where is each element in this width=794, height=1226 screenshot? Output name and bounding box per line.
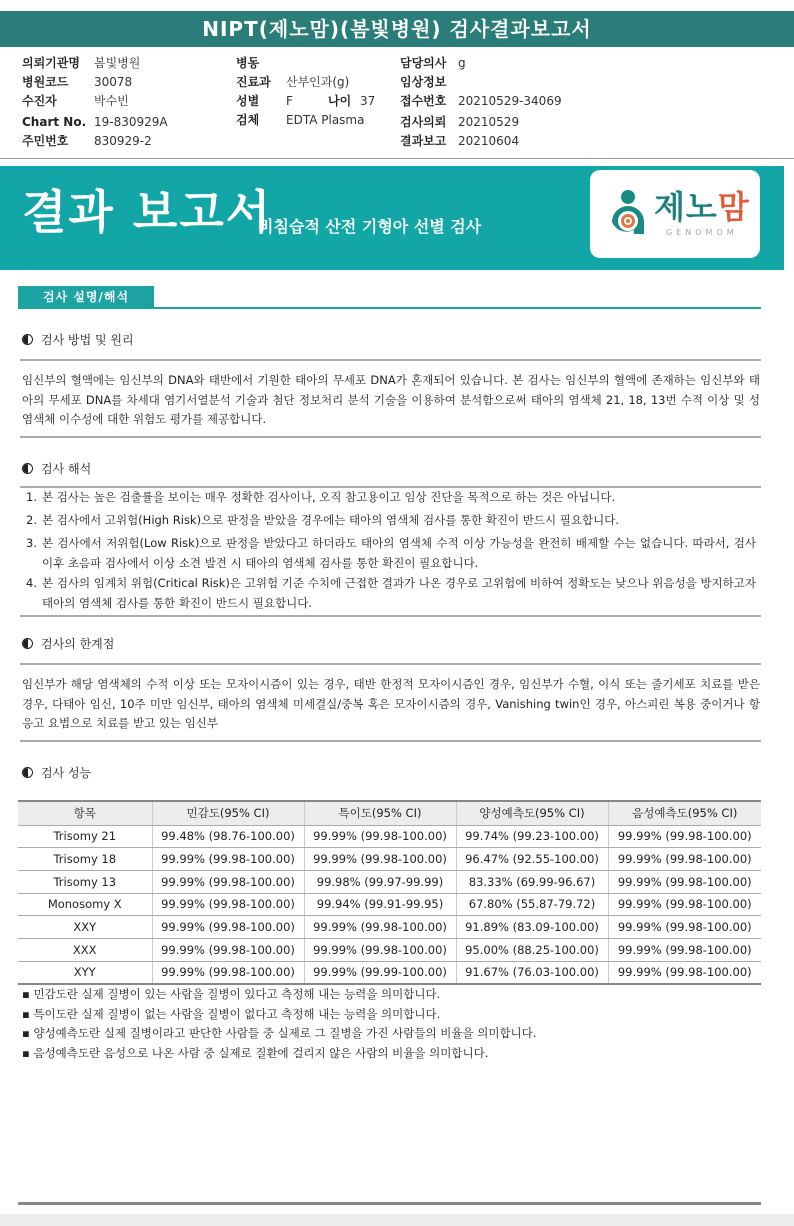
divider xyxy=(20,436,761,438)
genomom-logo-icon xyxy=(604,188,650,240)
info-hospital-name: 의뢰기관명 봄빛병원 xyxy=(22,56,141,70)
table-row: Trisomy 21 99.48% (98.76-100.00) 99.99% (99.98-100.00) 99.74% (99.23-100.00) 99.99% (99.98-100.00) xyxy=(18,825,761,848)
info-doctor: 담당의사 g xyxy=(400,56,466,70)
note-sensitivity: ▪ 민감도란 실제 질병이 있는 사람을 질병이 있다고 측정해 내는 능력을 의미합니다. xyxy=(22,987,441,1001)
note-specificity: ▪ 특이도란 실제 질병이 없는 사람을 질병이 없다고 측정해 내는 능력을 의미합니다. xyxy=(22,1006,441,1021)
table-row: Monosomy X 99.99% (99.98-100.00) 99.94% (99.91-99.95) 67.80% (55.87-79.72) 99.99% (99.98-100.00) xyxy=(18,893,761,916)
divider xyxy=(20,663,761,665)
table-header-row xyxy=(18,801,761,825)
limits-text: 임신부가 해당 염색체의 수적 이상 또는 모자이시즘이 있는 경우, 태반 한정적 모자이시즘인 경우, 임신부가 수혈, 이식 또는 줄기세포 치료를 받은 경우, 다태아 임신, 10주 미만 임신부, 태아의 염색체 미세결실/중복 혹은 모자이시즘의 경우, Vanishing twin인 경우, 아스피린 복용 중이거나 항 응고 요법으로 치료를 받고 있는 임신부 xyxy=(22,677,760,730)
info-department: 진료과 산부인과(g) xyxy=(236,75,350,89)
performance-heading: 검사 성능 xyxy=(22,764,91,781)
divider xyxy=(20,359,761,361)
banner-subtitle: 비침습적 산전 기형아 선별 검사 xyxy=(258,217,482,236)
page-bottom xyxy=(0,1214,794,1226)
column-header: 항목 xyxy=(18,801,152,825)
info-chart-no: Chart No. 19-830929A xyxy=(22,115,168,129)
column-header: 특이도(95% CI) xyxy=(304,801,456,825)
info-resident-no: 주민번호 830929-2 xyxy=(22,134,152,148)
interpretation-heading: 검사 해석 xyxy=(22,460,91,477)
column-header: 양성예측도(95% CI) xyxy=(456,801,608,825)
half-circle-icon xyxy=(22,767,33,778)
table-row: XYY 99.99% (99.98-100.00) 99.99% (99.99-100.00) 91.67% (76.03-100.00) 99.99% (99.98-100.00) xyxy=(18,961,761,984)
report-page: NIPT(제노맘)(봄빛병원) 검사결과보고서 의뢰기관명 봄빛병원 병원코드 30078 수진자 박수빈 Chart No. 19-830929A 주민번호 830929-2 병동 진료과 산부인과(g) 성별 F 나이 37 검체 EDTA Plasma 담당의사 g 임상정보 접수번호 20210529-34069 검사의뢰 20210529 결과보고 20210604 결과 보고서 비침습적 산전 기형아 선별 검사 제노맘 GENOMOM 검사 설명/해석 검사 방법 및 원리 임신부의 혈액에는 임신부의 DNA와 태반에서 기원한 태아의 무세포 DNA가 혼재되어 있습니다. 본 검사는 임신부의 혈액에 존재하는 임신부와 태아의 무세포 DNA를 차세대 염기서열분석 기술과 첨단 정보처리 분석 기술을 이용하여 분석함으로써 태아의 염색체 21, 18, 13번 수적 이상 및 성염색체 이수성에 대한 위험도 평가를 제공합니다. 검사 해석 1. 본 검사는 높은 검출률을 보이는 매우 정확한 검사이나, 오직 참고용이고 임상 진단을 목적으로 하는 것은 아닙니다. 2. 본 검사에서 고위험(High Risk)으로 판정을 받았을 경우에는 태아의 염색체 검사를 통한 확진이 반드시 필요합니다. 3. 본 검사에서 저위험(Low Risk)으로 판정을 받았다고 하더라도 태아의 염색체 수적 이상 가능성을 완전히 배제할 수는 없습니다. 따라서, 검사 이후 초음파 검사에서 이상 소견 발견 시 태아의 염색체 검사를 통한 확진이 필요합니다. 4. 본 검사의 임계치 위험(Critical Risk)은 고위험 기준 수치에 근접한 결과가 나온 경우로 고위험에 비하여 정확도는 낮으나 위음성을 방지하고자 태아의 염색체 검사를 통한 확진이 반드시 필요합니다. 검사의 한계점 임신부가 해당 염색체의 수적 이상 또는 모자이시즘이 있는 경우, 태반 한정적 모자이시즘인 경우, 임신부가 수혈, 이식 또는 줄기세포 치료를 받은 경우, 다태아 임신, 10주 미만 임신부, 태아의 염색체 미세결실/중복 혹은 모자이시즘의 경우, Vanishing twin인 경우, 아스피린 복용 중이거나 항 응고 요법으로 치료를 받고 있는 임신부 검사 성능 항목 민감도(95% CI) 특이도(95% CI) 양성예측도(95% CI) 음성예측도(95% CI) Trisomy 21 99.48% (98.76-100.00) 99.99% (99.98-100.00) 99.74% (99.23-100.00) 99.99% (99.98-100.00) Trisomy 18 99.99% (99.98-100.00) 99.99% (99.98-100.00) 96.47% (92.55-100.00) 99.99% (99.98-100.00) Trisomy 13 99.99% (99.98-100.00) 99.98% (99.97-99.99) 83.33% (69.99-96.67) 99.99% (99.98-100.00) Monosomy X 99.99% (99.98-100.00) 99.94% (99.91-99.95) 67.80% (55.87-79.72) 99.99% (99.98-100.00) XXY 99.99% (99.98-100.00) 99.99% (99.98-100.00) 91.89% (83.09-100.00) 99.99% (99.98-100.00) XXX 99.99% (99.98-100.00) 99.99% (99.98-100.00) 95.00% (88.25-100.00) 99.99% (99.98-100.00) XYY 99.99% (99.98-100.00) 99.99% (99.99-100.00) 91.67% (76.03-100.00) 99.99% (99.98-100.00) ▪ 민감도란 실제 질병이 있는 사람을 질병이 있다고 측정해 내는 능력을 의미합니다. ▪ 특이도란 실제 질병이 없는 사람을 질병이 없다고 측정해 내는 능력을 의미합니다. ▪ 양성예측도란 실제 질병이라고 판단한 사람들 중 실제로 그 질병을 가진 사람들의 비율을 의미합니다. ▪ 음성예측도란 음성으로 나온 사람 중 실제로 질환에 걸리지 않은 사람의 비율을 의미합니다. xyxy=(0,0,794,1226)
table-row: XXY 99.99% (99.98-100.00) 99.99% (99.98-100.00) 91.89% (83.09-100.00) 99.99% (99.98-100.00) xyxy=(18,916,761,939)
column-header: 음성예측도(95% CI) xyxy=(608,801,761,825)
result-banner xyxy=(0,166,784,270)
method-text: 임신부의 혈액에는 임신부의 DNA와 태반에서 기원한 태아의 무세포 DNA가 혼재되어 있습니다. 본 검사는 임신부의 혈액에 존재하는 임신부와 태아의 무세포 DNA를 차세대 염기서열분석 기술과 첨단 정보처리 분석 기술을 이용하여 분석함으로써 태아의 염색체 21, 18, 13번 수적 이상 및 성염색체 이수성에 대한 위험도 평가를 제공합니다. xyxy=(22,373,761,426)
table-row: Trisomy 13 99.99% (99.98-100.00) 99.98% (99.97-99.99) 83.33% (69.99-96.67) 99.99% (99.98-100.00) xyxy=(18,870,761,893)
limits-heading: 검사의 한계점 xyxy=(22,635,114,652)
note-npv: ▪ 음성예측도란 음성으로 나온 사람 중 실제로 질환에 걸리지 않은 사람의 비율을 의미합니다. xyxy=(22,1045,489,1060)
report-title: NIPT(제노맘)(봄빛병원) 검사결과보고서 xyxy=(0,11,794,47)
banner-title: 결과 보고서 xyxy=(22,185,273,239)
note-ppv: ▪ 양성예측도란 실제 질병이라고 판단한 사람들 중 실제로 그 질병을 가진 사람들의 비율을 의미합니다. xyxy=(22,1026,537,1040)
section-title: 검사 설명/해석 xyxy=(18,286,154,308)
info-ward: 병동 xyxy=(236,56,260,70)
method-heading: 검사 방법 및 원리 xyxy=(22,331,134,348)
divider xyxy=(20,740,761,742)
genomom-logo xyxy=(590,170,760,258)
info-request-date: 검사의뢰 20210529 xyxy=(400,115,520,129)
logo-subtext: GENOMOM xyxy=(666,228,738,237)
performance-table xyxy=(18,800,761,985)
table-row: XXX 99.99% (99.98-100.00) 99.99% (99.98-100.00) 95.00% (88.25-100.00) 99.99% (99.98-100.00) xyxy=(18,938,761,961)
info-report-date: 결과보고 20210604 xyxy=(400,134,520,148)
info-clinical: 임상정보 xyxy=(400,75,447,89)
info-age: 나이 37 xyxy=(328,94,376,108)
info-hospital-code: 병원코드 30078 xyxy=(22,75,133,89)
column-header: 민감도(95% CI) xyxy=(152,801,304,825)
info-specimen: 검체 EDTA Plasma xyxy=(236,113,365,127)
table-row: Trisomy 18 99.99% (99.98-100.00) 99.99% (99.98-100.00) 96.47% (92.55-100.00) 99.99% (99.98-100.00) xyxy=(18,848,761,871)
info-sex: 성별 F xyxy=(236,94,293,108)
section-underline xyxy=(18,307,761,309)
half-circle-icon xyxy=(22,334,33,345)
half-circle-icon xyxy=(22,463,33,474)
divider xyxy=(20,615,761,617)
footer-divider xyxy=(18,1202,761,1205)
half-circle-icon xyxy=(22,638,33,649)
info-patient-name: 수진자 박수빈 xyxy=(22,94,129,108)
divider xyxy=(0,158,794,159)
logo-wordmark: 제노맘 xyxy=(654,188,750,226)
info-receipt-no: 접수번호 20210529-34069 xyxy=(400,94,562,108)
performance-notes xyxy=(22,985,536,1063)
